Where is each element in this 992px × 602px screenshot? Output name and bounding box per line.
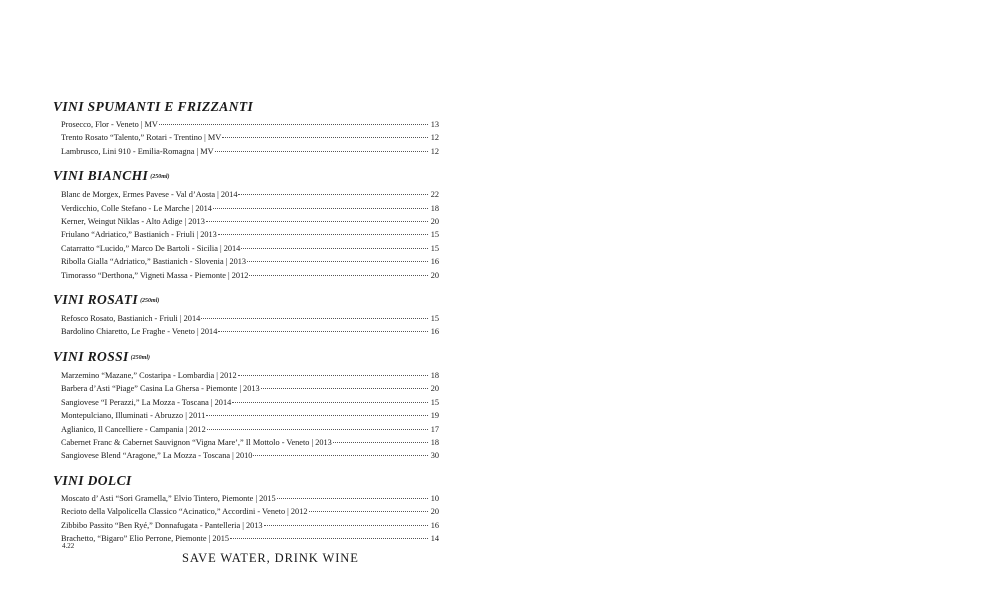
menu-item-row bbox=[61, 325, 439, 338]
section-heading bbox=[53, 98, 439, 116]
section-heading bbox=[53, 167, 439, 186]
wine-name: Brachetto, “Bigaro” Elio Perrone, Piemonte | 2015 bbox=[61, 533, 230, 543]
menu-item-row bbox=[61, 436, 439, 449]
wine-price: 18 bbox=[430, 370, 439, 380]
wine-name: Moscato d’ Asti “Sori Gramella,” Elvio Tintero, Piemonte | 2015 bbox=[61, 493, 276, 503]
dot-leader bbox=[333, 442, 428, 443]
wine-name: Sangiovese “I Perazzi,” La Mozza - Toscana | 2014 bbox=[61, 397, 232, 407]
wine-price: 20 bbox=[430, 217, 439, 227]
wine-name: Blanc de Morgex, Ermes Pavese - Val d’Aosta | 2014 bbox=[61, 190, 238, 200]
page-code: 4.22 bbox=[62, 542, 75, 550]
wine-name: Friulano “Adriatico,” Bastianich - Friuli | 2013 bbox=[61, 230, 217, 240]
section-title: VINI BIANCHI bbox=[53, 168, 149, 184]
menu-item-row bbox=[61, 382, 439, 395]
dot-leader bbox=[238, 375, 428, 376]
wine-name: Montepulciano, Illuminati - Abruzzo | 2011 bbox=[61, 411, 206, 421]
dot-leader bbox=[241, 248, 428, 249]
dot-leader bbox=[222, 137, 428, 138]
dot-leader bbox=[215, 151, 428, 152]
wine-sections bbox=[53, 98, 439, 545]
section-heading bbox=[53, 472, 439, 490]
menu-item-row bbox=[61, 188, 439, 201]
dot-leader bbox=[230, 538, 428, 539]
section-title: VINI ROSSI bbox=[53, 348, 129, 364]
wine-menu bbox=[53, 98, 439, 554]
wine-price: 15 bbox=[430, 230, 439, 240]
menu-item-row bbox=[61, 532, 439, 545]
dot-leader bbox=[277, 498, 428, 499]
wine-name: Timorasso “Derthona,” Vigneti Massa - Piemonte | 2012 bbox=[61, 270, 249, 280]
wine-name: Ribolla Gialla “Adriatico,” Bastianich - Slovenia | 2013 bbox=[61, 257, 247, 267]
wine-price: 19 bbox=[430, 411, 439, 421]
menu-item-row bbox=[61, 492, 439, 505]
dot-leader bbox=[218, 234, 428, 235]
wine-section bbox=[53, 348, 439, 463]
wine-section bbox=[53, 167, 439, 282]
menu-item-row bbox=[61, 409, 439, 422]
wine-price: 16 bbox=[430, 327, 439, 337]
wine-name: Cabernet Franc & Cabernet Sauvignon “Vigna Mare’,” Il Mottolo - Veneto | 2013 bbox=[61, 437, 332, 447]
dot-leader bbox=[213, 208, 428, 209]
dot-leader bbox=[238, 194, 428, 195]
dot-leader bbox=[206, 221, 428, 222]
wine-name: Barbera d’Asti “Piage” Casina La Ghersa - Piemonte | 2013 bbox=[61, 384, 260, 394]
dot-leader bbox=[249, 275, 428, 276]
wine-price: 18 bbox=[430, 437, 439, 447]
dot-leader bbox=[206, 415, 428, 416]
wine-price: 15 bbox=[430, 397, 439, 407]
wine-price: 15 bbox=[430, 314, 439, 324]
wine-price: 20 bbox=[430, 384, 439, 394]
dot-leader bbox=[247, 261, 428, 262]
menu-item-row bbox=[61, 255, 439, 268]
wine-price: 16 bbox=[430, 257, 439, 267]
menu-item-row bbox=[61, 312, 439, 325]
dot-leader bbox=[253, 455, 428, 456]
wine-section bbox=[53, 291, 439, 339]
wine-name: Zibbibo Passito “Ben Ryé,” Donnafugata - Pantelleria | 2013 bbox=[61, 520, 263, 530]
wine-name: Bardolino Chiaretto, Le Fraghe - Veneto | 2014 bbox=[61, 327, 218, 337]
dot-leader bbox=[232, 402, 428, 403]
menu-item-row bbox=[61, 202, 439, 215]
wine-name: Catarratto “Lucido,” Marco De Bartoli - Sicilia | 2014 bbox=[61, 243, 241, 253]
wine-name: Marzemino “Mazane,” Costaripa - Lombardia | 2012 bbox=[61, 370, 237, 380]
wine-price: 22 bbox=[430, 190, 439, 200]
menu-item-row bbox=[61, 519, 439, 532]
dot-leader bbox=[218, 331, 428, 332]
section-title: VINI DOLCI bbox=[53, 472, 132, 488]
wine-name: Prosecco, Flor - Veneto | MV bbox=[61, 120, 158, 129]
menu-item-row bbox=[61, 242, 439, 255]
section-heading bbox=[53, 348, 439, 367]
wine-price: 14 bbox=[430, 533, 439, 543]
menu-item-row bbox=[61, 396, 439, 409]
dot-leader bbox=[264, 525, 428, 526]
footer-slogan: SAVE WATER, DRINK WINE bbox=[182, 551, 359, 565]
wine-price: 13 bbox=[430, 120, 439, 129]
dot-leader bbox=[309, 511, 428, 512]
section-title: VINI ROSATI bbox=[53, 292, 139, 308]
wine-name: Verdicchio, Colle Stefano - Le Marche | 2014 bbox=[61, 203, 212, 213]
menu-item-row bbox=[61, 131, 439, 144]
dot-leader bbox=[201, 318, 428, 319]
menu-item-row bbox=[61, 505, 439, 518]
dot-leader bbox=[159, 124, 428, 125]
wine-name: Kerner, Weingut Niklas - Alto Adige | 2013 bbox=[61, 217, 205, 227]
wine-name: Recioto della Valpolicella Classico “Acinatico,” Accordini - Veneto | 2012 bbox=[61, 507, 308, 517]
wine-price: 16 bbox=[430, 520, 439, 530]
wine-price: 20 bbox=[430, 270, 439, 280]
menu-item-row bbox=[61, 423, 439, 436]
menu-item-row bbox=[61, 269, 439, 282]
serving-size-note: (250ml) bbox=[140, 298, 160, 305]
wine-price: 15 bbox=[430, 243, 439, 253]
wine-name: Lambrusco, Lini 910 - Emilia-Romagna | MV bbox=[61, 146, 214, 156]
menu-item-row bbox=[61, 215, 439, 228]
menu-item-row bbox=[61, 228, 439, 241]
dot-leader bbox=[207, 429, 428, 430]
wine-price: 10 bbox=[430, 493, 439, 503]
wine-section bbox=[53, 472, 439, 546]
serving-size-note: (250ml) bbox=[130, 354, 151, 361]
wine-name: Refosco Rosato, Bastianich - Friuli | 2014 bbox=[61, 314, 201, 324]
menu-item-row bbox=[61, 145, 439, 158]
menu-item-row bbox=[61, 369, 439, 382]
wine-price: 12 bbox=[430, 133, 439, 143]
wine-price: 30 bbox=[430, 451, 439, 461]
wine-price: 12 bbox=[430, 146, 439, 156]
serving-size-note: (250ml) bbox=[150, 174, 170, 181]
section-heading bbox=[53, 291, 439, 310]
wine-section bbox=[53, 98, 439, 158]
wine-name: Sangiovese Blend “Aragone,” La Mozza - Toscana | 2010 bbox=[61, 451, 253, 461]
wine-price: 17 bbox=[430, 424, 439, 434]
wine-name: Aglianico, Il Cancelliere - Campania | 2012 bbox=[61, 424, 206, 434]
wine-price: 20 bbox=[430, 507, 439, 517]
menu-item-row bbox=[61, 449, 439, 462]
dot-leader bbox=[261, 388, 428, 389]
wine-price: 18 bbox=[430, 203, 439, 213]
section-title: VINI SPUMANTI E FRIZZANTI bbox=[53, 99, 254, 114]
menu-item-row bbox=[61, 118, 439, 131]
wine-name: Trento Rosato “Talento,” Rotari - Trentino | MV bbox=[61, 133, 222, 143]
